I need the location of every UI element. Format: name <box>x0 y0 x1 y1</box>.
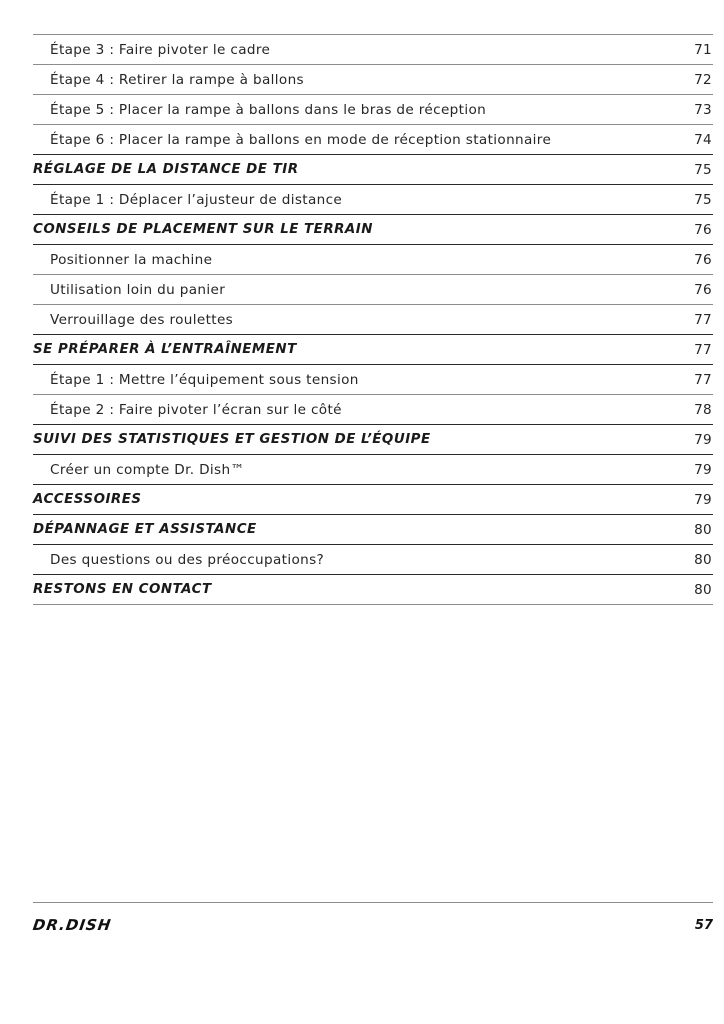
toc-row[interactable] <box>33 365 713 395</box>
toc-section-row[interactable] <box>33 515 713 545</box>
table-of-contents <box>33 34 713 605</box>
toc-entry-page: 79 <box>694 461 712 478</box>
toc-entry-title: Étape 6 : Placer la rampe à ballons en mode de réception stationnaire <box>50 131 552 148</box>
toc-entry-title: Verrouillage des roulettes <box>50 311 234 328</box>
toc-entry-page: 73 <box>694 101 712 118</box>
toc-entry-title: Créer un compte Dr. Dish™ <box>50 461 245 478</box>
toc-section-page: 80 <box>694 581 712 598</box>
toc-row[interactable] <box>33 395 713 425</box>
page-number: 57 <box>694 918 713 933</box>
toc-row[interactable] <box>33 275 713 305</box>
toc-section-row[interactable] <box>33 485 713 515</box>
toc-row[interactable] <box>33 95 713 125</box>
toc-section-page: 75 <box>694 161 712 178</box>
toc-section-row[interactable] <box>33 575 713 605</box>
toc-section-row[interactable] <box>33 215 713 245</box>
toc-entry-page: 71 <box>694 41 712 58</box>
toc-section-page: 79 <box>694 491 712 508</box>
toc-section-title: CONSEILS DE PLACEMENT SUR LE TERRAIN <box>33 222 373 237</box>
toc-row[interactable] <box>33 545 713 575</box>
toc-row[interactable] <box>33 455 713 485</box>
toc-row[interactable] <box>33 125 713 155</box>
toc-entry-page: 76 <box>694 281 712 298</box>
toc-entry-page: 75 <box>694 191 712 208</box>
toc-section-row[interactable] <box>33 425 713 455</box>
toc-entry-title: Positionner la machine <box>50 251 213 268</box>
toc-entry-title: Étape 3 : Faire pivoter le cadre <box>50 41 271 58</box>
toc-entry-page: 74 <box>694 131 712 148</box>
toc-entry-page: 80 <box>694 551 712 568</box>
toc-section-page: 80 <box>694 521 712 538</box>
toc-row[interactable] <box>33 305 713 335</box>
toc-section-page: 77 <box>694 341 712 358</box>
toc-entry-title: Utilisation loin du panier <box>50 281 226 298</box>
toc-entry-title: Étape 5 : Placer la rampe à ballons dans le bras de réception <box>50 101 487 118</box>
toc-entry-title: Étape 2 : Faire pivoter l’écran sur le côté <box>50 401 342 418</box>
toc-entry-title: Étape 1 : Mettre l’équipement sous tension <box>50 371 359 388</box>
toc-row[interactable] <box>33 65 713 95</box>
toc-entry-page: 76 <box>694 251 712 268</box>
toc-section-title: RÉGLAGE DE LA DISTANCE DE TIR <box>33 162 299 177</box>
toc-section-title: RESTONS EN CONTACT <box>33 582 212 597</box>
toc-row[interactable] <box>33 245 713 275</box>
toc-row[interactable] <box>33 185 713 215</box>
toc-section-page: 76 <box>694 221 712 238</box>
toc-section-title: SE PRÉPARER À L’ENTRAÎNEMENT <box>33 342 297 357</box>
toc-section-title: ACCESSOIRES <box>33 492 142 507</box>
toc-entry-page: 78 <box>694 401 712 418</box>
toc-row[interactable] <box>33 35 713 65</box>
toc-section-title: DÉPANNAGE ET ASSISTANCE <box>33 522 257 537</box>
toc-entry-page: 77 <box>694 311 712 328</box>
toc-entry-page: 72 <box>694 71 712 88</box>
toc-entry-page: 77 <box>694 371 712 388</box>
toc-section-title: SUIVI DES STATISTIQUES ET GESTION DE L’ÉQUIPE <box>33 432 431 447</box>
toc-entry-title: Étape 1 : Déplacer l’ajusteur de distance <box>50 191 343 208</box>
toc-section-row[interactable] <box>33 335 713 365</box>
dr-dish-logo: DR.DISH <box>31 916 113 934</box>
footer-divider <box>33 902 713 903</box>
toc-entry-title: Des questions ou des préoccupations? <box>50 551 325 568</box>
toc-section-page: 79 <box>694 431 712 448</box>
toc-entry-title: Étape 4 : Retirer la rampe à ballons <box>50 71 304 88</box>
toc-section-row[interactable] <box>33 155 713 185</box>
